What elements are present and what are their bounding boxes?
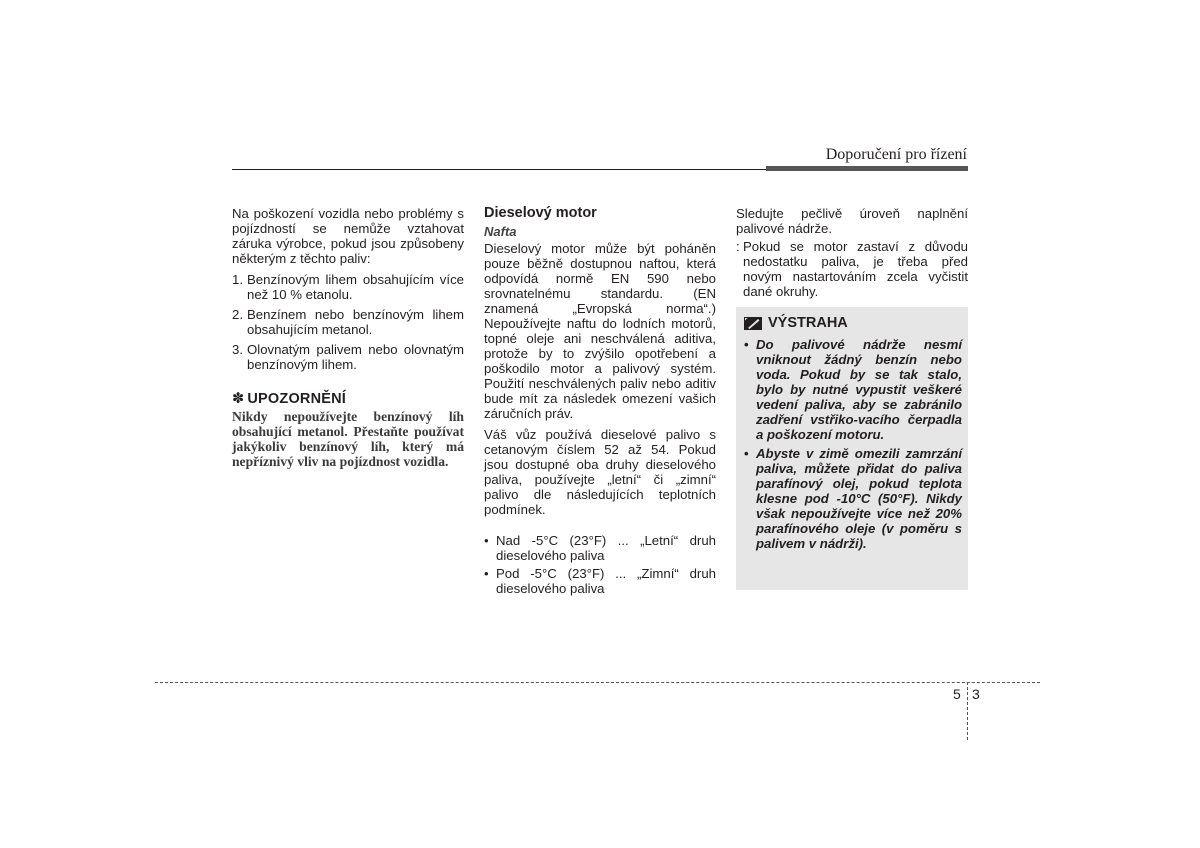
list-item-number: 3. [232, 342, 243, 357]
warning-box [736, 307, 968, 590]
footer-rule [155, 682, 1040, 683]
intro-paragraph: Na poškození vozidla nebo problémy s pojízdností se nemůže vztahovat záruka výrobce, pokud jsou způsobeny některým z těchto paliv: [232, 206, 464, 266]
fuel-list [232, 272, 464, 372]
page-number: 3 [972, 686, 980, 702]
warning-icon [744, 317, 762, 330]
diesel-paragraph: Dieselový motor může být poháněn pouze běžně dostupnou naftou, která odpovídá normě EN 590 nebo srovnatelnému standardu. (EN znamená „Evropská norma“.) Nepoužívejte naftu do lodních motorů, topné oleje ani neschválená aditiva, protože by to zvýšilo opotřebení a poškodilo motor a palivový systém. Použití neschválených paliv nebo aditiv bude mít za následek omezení vašich záručních práv. [484, 241, 716, 421]
column-right [736, 206, 968, 299]
section-subtitle: Nafta [484, 224, 517, 239]
column-left [232, 206, 464, 469]
section-title: Dieselový motor [484, 205, 597, 221]
list-item-number: 2. [232, 307, 243, 322]
list-item: • Pod -5°C (23°F) ... „Zimní“ druh dieselového paliva [484, 566, 716, 596]
caution-text: Nikdy nepoužívejte benzínový líh obsahující metanol. Přestaňte používat jakýkoliv benzínový líh, který má nepříznivý vliv na pojízdnost vozidla. [232, 409, 464, 469]
column-middle [484, 206, 716, 599]
list-item-text: Olovnatým palivem nebo olovnatým benzínovým lihem. [247, 342, 464, 372]
warning-title: VÝSTRAHA [768, 315, 848, 331]
warning-heading [744, 315, 962, 331]
engine-stop-text: Pokud se motor zastaví z důvodu nedostatku paliva, je třeba před novým nastartováním zcela vyčistit dané okruhy. [743, 239, 968, 299]
caution-heading [232, 392, 464, 407]
engine-stop-paragraph [736, 239, 968, 299]
list-item [232, 342, 464, 372]
colon-mark: : [736, 239, 740, 254]
header-rule-accent [766, 166, 968, 171]
caution-title: UPOZORNĚNÍ [247, 391, 347, 407]
warning-item: • Do palivové nádrže nesmí vniknout žádný benzín nebo voda. Pokud by se tak stalo, bylo by nutné vypustit veškeré vedení paliva, aby se zabránilo zadření vstřiko-vacího čerpadla a poškození motoru. [744, 337, 962, 442]
list-item-text: Benzínovým lihem obsahujícím více než 10 % etanolu. [247, 272, 464, 302]
caution-star-icon: ✽ [232, 391, 245, 407]
list-item [232, 307, 464, 337]
page-header-title: Doporučení pro řízení [825, 146, 967, 163]
chapter-number: 5 [953, 686, 961, 702]
temperature-list [484, 533, 716, 596]
list-item-text: Benzínem nebo benzínovým lihem obsahujícím metanol. [247, 307, 464, 337]
warning-list [744, 337, 962, 551]
footer-divider [967, 682, 968, 740]
cetane-paragraph: Váš vůz používá dieselové palivo s cetanovým číslem 52 až 54. Pokud jsou dostupné oba druhy dieselového paliva, používejte „letní“ či „zimní“ palivo dle následujících teplotních podmínek. [484, 427, 716, 517]
list-item-number: 1. [232, 272, 243, 287]
list-item [232, 272, 464, 302]
warning-item: • Abyste v zimě omezili zamrzání paliva, můžete přidat do paliva parafínový olej, pokud teplota klesne pod -10°C (50°F). Nikdy však nepoužívejte více než 20% parafínového oleje (v poměru s palivem v nádrži). [744, 446, 962, 551]
list-item: • Nad -5°C (23°F) ... „Letní“ druh dieselového paliva [484, 533, 716, 563]
fuel-level-paragraph: Sledujte pečlivě úroveň naplnění palivové nádrže. [736, 206, 968, 236]
